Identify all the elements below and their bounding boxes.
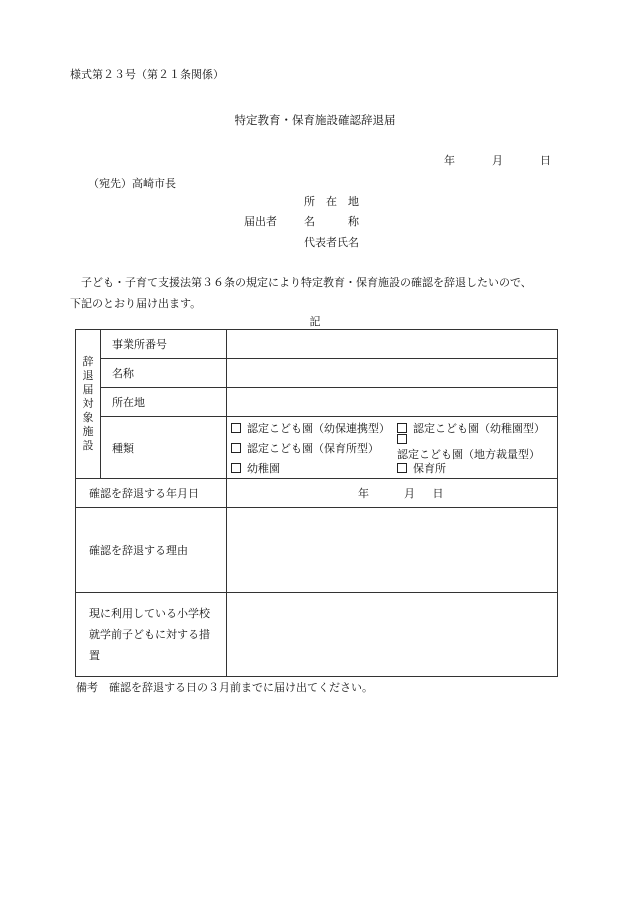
type-option[interactable]: 認定こども園（幼稚園型） [397,420,553,436]
type-option[interactable]: 保育所 [397,460,553,476]
table-row [76,479,558,508]
type-option[interactable]: 認定こども園（保育所型） [231,440,397,456]
date-day-label: 日 [540,154,551,167]
facility-address-input[interactable] [227,388,558,417]
table-row [76,593,558,677]
withdrawal-reason-label: 確認を辞退する理由 [76,508,227,593]
checkbox[interactable] [397,463,407,473]
facility-type-label: 種類 [101,417,227,479]
withdrawal-table [75,329,558,677]
office-number-input[interactable] [227,330,558,359]
withdrawal-date-input[interactable] [227,479,558,508]
table-row [76,388,558,417]
facility-type-options [227,417,558,479]
applicant-label: 届出者 [244,215,277,228]
date-month-label: 月 [492,154,503,167]
checkbox[interactable] [231,443,241,453]
date-year-label: 年 [444,154,455,167]
facility-address-label: 所在地 [101,388,227,417]
checkbox[interactable] [397,423,407,433]
table-row [76,359,558,388]
remark-note: 備考 確認を辞退する日の３月前までに届け出てください。 [76,681,373,694]
addressee: （宛先）高崎市長 [88,177,176,190]
applicant-representative-label: 代表者氏名 [304,236,359,249]
checkbox[interactable] [397,434,407,444]
table-row [76,417,558,479]
table-row [76,330,558,359]
withdrawal-year-label: 年 [358,487,369,500]
measures-label: 現に利用している小学校 就学前子どもに対する措 置 [76,593,227,677]
type-option[interactable]: 認定こども園（地方裁量型） [397,433,553,462]
withdrawal-day-label: 日 [432,487,444,500]
measures-input[interactable] [227,593,558,677]
ki-heading: 記 [309,315,321,328]
table-row [76,508,558,593]
checkbox[interactable] [231,463,241,473]
withdrawal-date-label: 確認を辞退する年月日 [76,479,227,508]
body-text [70,272,560,314]
form-number: 様式第２３号（第２１条関係） [70,68,224,81]
checkbox[interactable] [231,423,241,433]
target-facility-side-label: 辞 退 届 対 象 施 設 [76,330,101,479]
applicant-location-label: 所 在 地 [304,195,359,208]
facility-name-label: 名称 [101,359,227,388]
applicant-name-label: 名 称 [304,215,359,228]
body-line-2: 下記のとおり届け出ます。 [70,297,202,310]
submission-date [444,152,551,168]
office-number-label: 事業所番号 [101,330,227,359]
body-line-1: 子ども・子育て支援法第３６条の規定により特定教育・保育施設の確認を辞退したいので、 [81,276,532,289]
document-title: 特定教育・保育施設確認辞退届 [234,113,396,127]
type-option[interactable]: 認定こども園（幼保連携型） [231,420,397,436]
withdrawal-reason-input[interactable] [227,508,558,593]
type-option[interactable]: 幼稚園 [231,460,397,476]
withdrawal-month-label: 月 [404,487,415,500]
facility-name-input[interactable] [227,359,558,388]
